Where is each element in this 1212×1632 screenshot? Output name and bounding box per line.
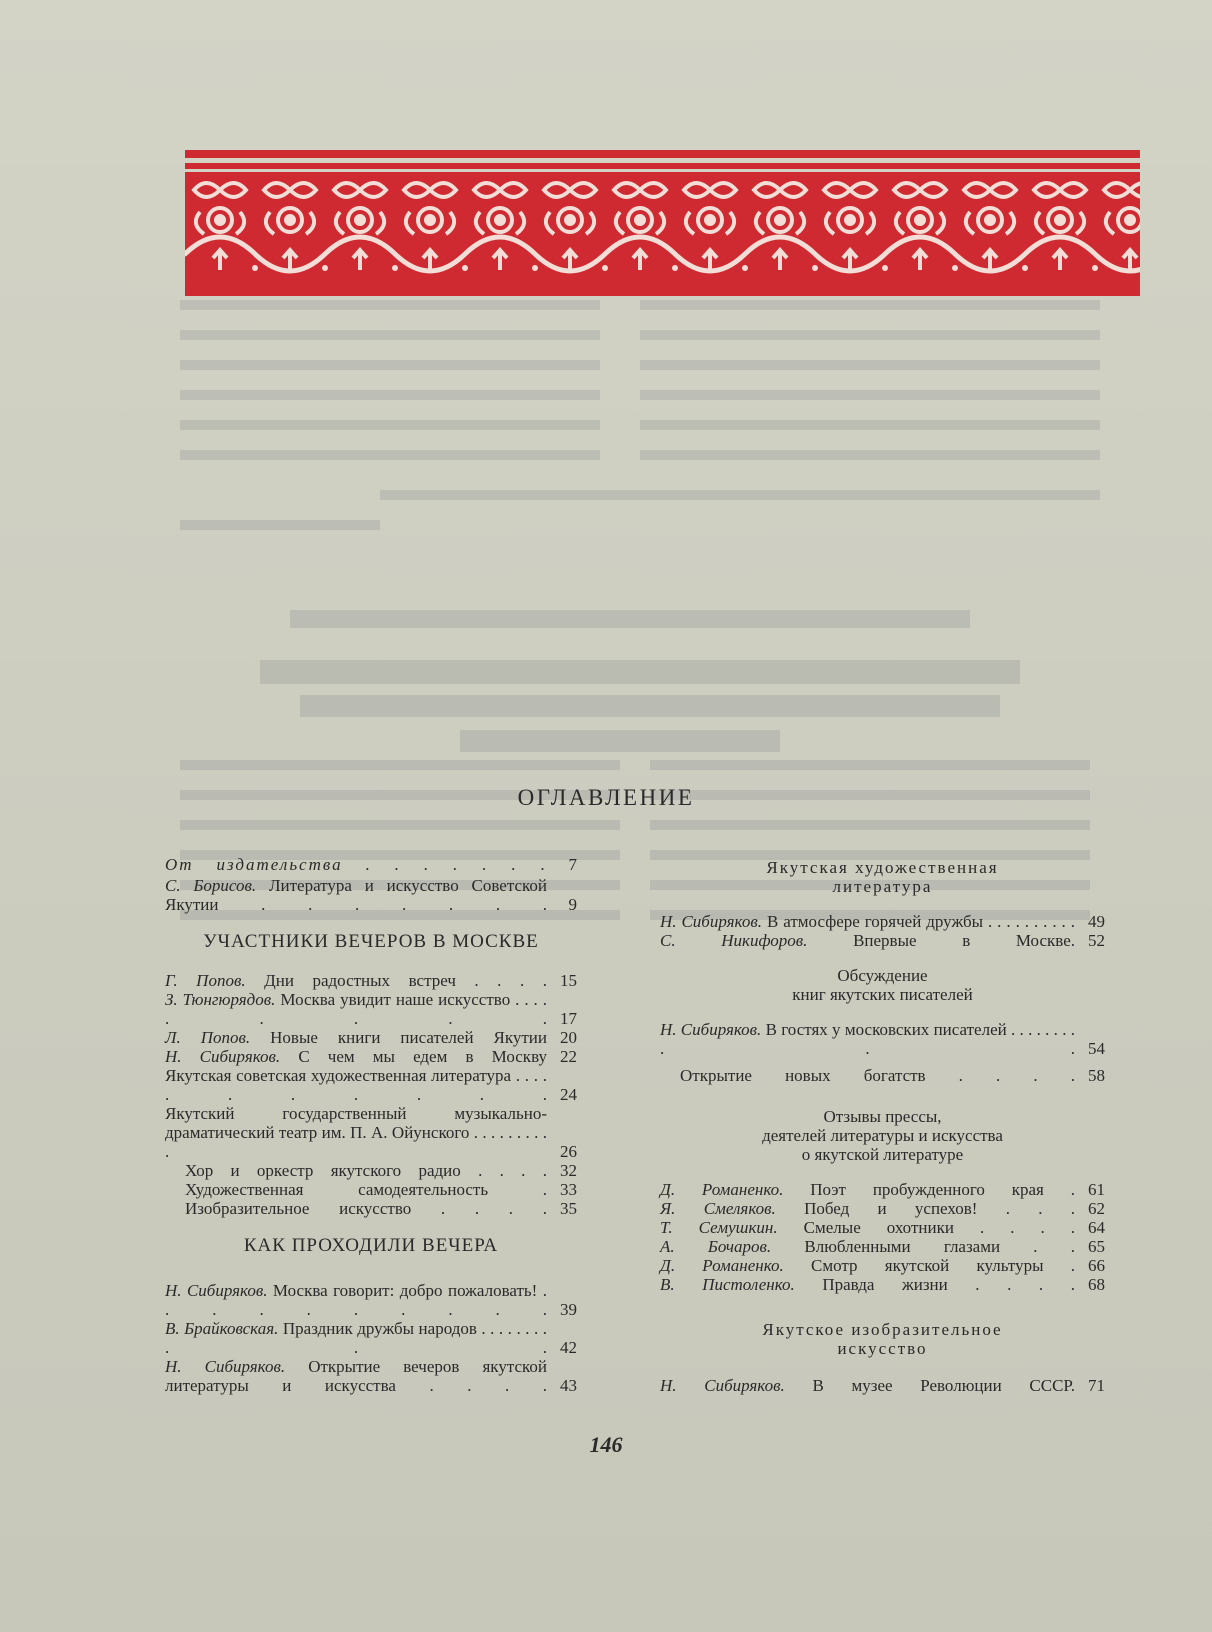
toc-entry[interactable] (165, 1047, 577, 1066)
toc-entry-page: 17 (560, 1009, 577, 1028)
toc-entry[interactable] (165, 1357, 577, 1395)
toc-entry[interactable] (660, 1376, 1105, 1395)
toc-entry-text: Правда жизни . . . . (822, 1275, 1075, 1294)
toc-entry[interactable] (165, 1104, 577, 1161)
section-heading: книг якутских писателей (792, 985, 973, 1004)
toc-entry-page: 52 (1088, 931, 1105, 950)
section-heading: литература (832, 877, 933, 896)
section-heading: Отзывы прессы, (823, 1107, 942, 1126)
toc-entry-page: 24 (560, 1085, 577, 1104)
show-through-texture (180, 290, 1140, 930)
toc-entry-text: Хор и оркестр якутского радио . . . . (185, 1161, 547, 1180)
section-heading: Якутское изобразительное (762, 1320, 1003, 1339)
toc-entry-text: Дни радостных встреч . . . . (264, 971, 547, 990)
toc-entry[interactable] (660, 931, 1105, 950)
toc-entry-author: В. Брайковская. (165, 1319, 279, 1338)
toc-entry-page: 32 (560, 1161, 577, 1180)
ornament-band (185, 150, 1140, 296)
toc-entry-text: Влюбленными глазами . . (804, 1237, 1075, 1256)
toc-entry[interactable] (660, 912, 1105, 931)
toc-entry[interactable] (165, 1319, 577, 1357)
toc-entry-page: 9 (568, 895, 577, 914)
toc-entry-author: Д. Романенко. (660, 1256, 784, 1275)
toc-entry-text: Открытие новых богатств . . . . (680, 1066, 1075, 1085)
toc-entry-author: Н. Сибиряков. (660, 912, 762, 931)
section-heading: деятелей литературы и искусства (762, 1126, 1003, 1145)
toc-entry-text: Художественная самодеятельность . (185, 1180, 547, 1199)
section-heading: Обсуждение (837, 966, 928, 985)
toc-entry[interactable] (165, 990, 577, 1028)
toc-entry-author: Я. Смеляков. (660, 1199, 776, 1218)
toc-entry-page: 54 (1088, 1039, 1105, 1058)
toc-entry[interactable] (660, 1218, 1105, 1237)
toc-entry-page: 61 (1088, 1180, 1105, 1199)
toc-entry-page: 49 (1088, 912, 1105, 931)
section-heading: о якутской литературе (801, 1145, 964, 1164)
toc-entry-page: 20 (560, 1028, 577, 1047)
toc-entry-page: 35 (560, 1199, 577, 1218)
toc-entry-text: Якутская советская художественная литература . . . . . . . . . . . (165, 1066, 547, 1104)
toc-entry[interactable] (165, 1161, 577, 1180)
toc-entry-author: Н. Сибиряков. (165, 1357, 286, 1376)
toc-entry-text: С чем мы едем в Москву (298, 1047, 548, 1066)
toc-entry-author: Л. Попов. (165, 1028, 251, 1047)
toc-entry[interactable] (165, 855, 577, 874)
toc-entry-page: 42 (560, 1338, 577, 1357)
toc-entry-text: Побед и успехов! . . . (804, 1199, 1076, 1218)
toc-entry[interactable] (660, 1237, 1105, 1256)
toc-entry-text: В атмосфере горячей дружбы . . . . . . . . . . (766, 912, 1076, 931)
toc-entry-page: 26 (560, 1142, 577, 1161)
toc-entry[interactable] (165, 1199, 577, 1218)
toc-entry-author: Н. Сибиряков. (165, 1047, 281, 1066)
toc-entry-page: 64 (1088, 1218, 1105, 1237)
toc-entry-page: 68 (1088, 1275, 1105, 1294)
toc-entry-text: Литература и искусство Советской Якутии . . . . . . . (165, 876, 547, 914)
toc-entry-author: В. Пистоленко. (660, 1275, 795, 1294)
toc-entry-page: 15 (560, 971, 577, 990)
toc-entry-author: С. Никифоров. (660, 931, 808, 950)
toc-entry-author: Д. Романенко. (660, 1180, 784, 1199)
toc-entry-author: А. Бочаров. (660, 1237, 772, 1256)
toc-entry[interactable] (165, 876, 577, 914)
toc-entry-text: Изобразительное искусство . . . . (185, 1199, 547, 1218)
toc-entry-text: Праздник дружбы народов . . . . . . . . . . . (165, 1319, 547, 1357)
toc-entry-text: Якутский государственный музыкально-драматический театр им. П. А. Ойунского . . . . . . . . . . (165, 1104, 547, 1161)
toc-entry-author: Н. Сибиряков. (660, 1020, 762, 1039)
toc-entry[interactable] (660, 1180, 1105, 1199)
section-heading: Якутская художественная (766, 858, 999, 877)
toc-entry[interactable] (660, 1275, 1105, 1294)
page-title: ОГЛАВЛЕНИЕ (517, 785, 695, 810)
toc-entry-page: 43 (560, 1376, 577, 1395)
toc-entry-text: Смелые охотники . . . . (803, 1218, 1076, 1237)
section-heading: УЧАСТНИКИ ВЕЧЕРОВ В МОСКВЕ (203, 931, 539, 952)
toc-entry-page: 7 (568, 855, 577, 874)
toc-entry-text: Москва говорит: добро пожаловать! . . . . . . . . . . (165, 1281, 548, 1319)
toc-entry-text: Новые книги писателей Якутии (270, 1028, 548, 1047)
toc-entry[interactable] (165, 971, 577, 990)
toc-entry-author: Т. Семушкин. (660, 1218, 778, 1237)
toc-entry-page: 62 (1088, 1199, 1105, 1218)
toc-entry-text: Москва увидит наше искусство . . . . . . . . . (165, 990, 548, 1028)
toc-left-column (165, 855, 577, 1395)
toc-entry-author: З. Тюнгюрядов. (165, 990, 276, 1009)
toc-entry-page: 65 (1088, 1237, 1105, 1256)
toc-entry-author: Н. Сибиряков. (165, 1281, 268, 1300)
section-heading: КАК ПРОХОДИЛИ ВЕЧЕРА (243, 1235, 499, 1256)
toc-entry-text: В гостях у московских писателей . . . . . . . . . . . (660, 1020, 1075, 1058)
toc-entry-text: От издательства . . . . . . . (165, 855, 547, 874)
section-heading: искусство (837, 1339, 928, 1358)
toc-entry[interactable] (660, 1020, 1105, 1058)
toc-entry-author: Н. Сибиряков. (660, 1376, 785, 1395)
toc-entry-author: С. Борисов. (165, 876, 257, 895)
toc-entry-text: Поэт пробужденного края . (810, 1180, 1075, 1199)
toc-entry-page: 39 (560, 1300, 577, 1319)
toc-entry-text: В музее Революции СССР. (812, 1376, 1075, 1395)
toc-entry[interactable] (660, 1199, 1105, 1218)
toc-entry[interactable] (165, 1066, 577, 1104)
toc-entry[interactable] (660, 1256, 1105, 1275)
toc-right-column (660, 858, 1105, 1395)
toc-entry-text: Открытие вечеров якутской литературы и искусства . . . . (165, 1357, 547, 1395)
toc-entry-page: 66 (1088, 1256, 1105, 1275)
toc-entry-page: 58 (1088, 1066, 1105, 1085)
page-number: 146 (589, 1432, 623, 1457)
toc-entry-text: Смотр якутской культуры . (811, 1256, 1075, 1275)
toc-entry[interactable] (165, 1028, 577, 1047)
toc-entry-page: 71 (1088, 1376, 1105, 1395)
toc-entry[interactable] (165, 1281, 577, 1319)
toc-entry-page: 33 (560, 1180, 577, 1199)
toc-entry[interactable] (165, 1180, 577, 1199)
toc-entry[interactable] (660, 1066, 1105, 1085)
toc-entry-author: Г. Попов. (165, 971, 246, 990)
toc-entry-page: 22 (560, 1047, 577, 1066)
toc-entry-text: Впервые в Москве. (853, 931, 1075, 950)
